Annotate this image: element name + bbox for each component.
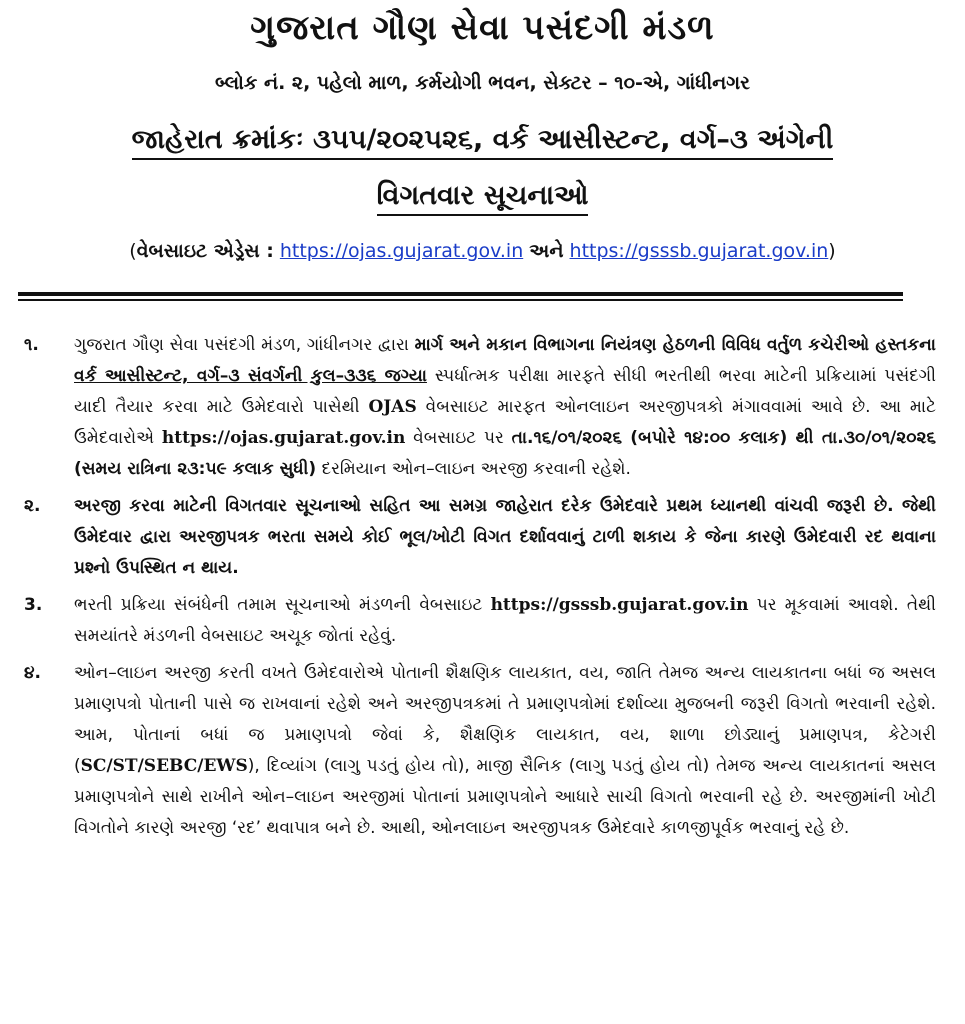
instructions-heading-text: વિગતવાર સૂચનાઓ	[377, 180, 589, 216]
list-item	[24, 590, 936, 652]
item-url-text: https://gsssb.gujarat.gov.in	[490, 595, 749, 615]
item-url-text: https://ojas.gujarat.gov.in	[161, 428, 406, 448]
item-category-list: SC/ST/SEBC/EWS	[80, 756, 248, 776]
item-text	[74, 590, 936, 652]
and-text: અને	[529, 240, 564, 262]
header-divider-thin	[18, 299, 903, 301]
website-line	[0, 240, 965, 262]
item-text-bold: OJAS	[368, 397, 417, 417]
item-text-underlined: વર્ક આસીસ્ટન્ટ, વર્ગ–૩ સંવર્ગની કુલ–૩૩૬ જગ્યા	[74, 366, 427, 386]
item-dates: તા.૧૬/૦૧/૨૦૨૬ (બપોરે ૧૪:૦૦ કલાક) થી તા.૩૦/૦૧/૨૦૨૬ (સમય રાત્રિના ૨૩:૫૯ કલાક સુધી)	[74, 428, 936, 479]
item-text-bold: માર્ગ અને મકાન વિભાગના નિયંત્રણ હેઠળની વિવિધ વર્તુળ કચેરીઓ હસ્તકના	[414, 335, 936, 355]
item-text-part: વેબસાઇટ મારફત ઓનલાઇન અરજીપત્રકો મંગાવવામાં આવે છે. આ માટે ઉમેદવારોએ	[74, 397, 936, 448]
item-text-part: ), દિવ્યાંગ (લાગુ પડતું હોય તો), માજી સૈનિક (લાગુ પડતું હોય તો) તેમજ અન્ય લાયકાતનાં અસલ પ્રમાણપત્રોને સાથે રાખીને ઓન–લાઇન અરજીમાં પોતાનાં પ્રમાણપત્રોને આધારે સાચી વિગતો ભરવાની રહે છે. અરજીમાંની ખોટી વિગતોને કારણે અરજી ‘રદ’ થવાપાત્ર બને છે. આથી, ઓનલાઇન અરજીપત્રક ઉમેદવારે કાળજીપૂર્વક ભરવાનું રહે છે.	[74, 756, 936, 838]
header-divider-thick	[18, 292, 903, 296]
item-number: ૪.	[24, 663, 41, 683]
item-text-part: વેબસાઇટ પર	[405, 428, 512, 448]
list-item	[24, 658, 936, 844]
item-number: 3.	[24, 595, 43, 615]
website-open-paren: (	[129, 240, 137, 262]
item-text-part: ભરતી પ્રક્રિયા સંબંધેની તમામ સૂચનાઓ મંડળની વેબસાઇટ	[74, 595, 491, 615]
item-text-part: ગુજરાત ગૌણ સેવા પસંદગી મંડળ, ગાંધીનગર દ્વારા	[74, 335, 415, 355]
gsssb-link[interactable]: https://gsssb.gujarat.gov.in	[569, 240, 829, 262]
item-number: ૧.	[24, 335, 39, 355]
item-text	[74, 658, 936, 844]
advertisement-heading	[0, 124, 965, 156]
office-address: બ્લોક નં. ૨, પહેલો માળ, કર્મયોગી ભવન, સેક્ટર – ૧૦-એ, ગાંધીનગર	[215, 72, 750, 94]
item-number: ૨.	[24, 496, 41, 516]
instructions-list	[24, 330, 936, 850]
item-text-part: પર મૂકવામાં આવશે. તેથી સમયાંતરે મંડળની વેબસાઇટ અચૂક જોતાં રહેવું.	[74, 595, 936, 646]
website-close-paren: )	[828, 240, 836, 262]
item-text-part: ઓન–લાઇન અરજી કરતી વખતે ઉમેદવારોએ પોતાની શૈક્ષણિક લાયકાત, વય, જાતિ તેમજ અન્ય લાયકાતના બધાં જ અસલ પ્રમાણપત્રો પોતાની પાસે જ રાખવાનાં રહેશે અને અરજીપત્રકમાં તે પ્રમાણપત્રોમાં દર્શાવ્યા મુજબની જરૂરી વિગતો ભરવાની રહેશે. આમ, પોતાનાં બધાં જ પ્રમાણપત્રો જેવાં કે, શૈક્ષણિક લાયકાત, વય, શાળા છોડ્યાનું પ્રમાણપત્ર, કેટેગરી (	[74, 663, 936, 776]
website-label: વેબસાઇટ એડ્રેસ :	[136, 240, 274, 262]
page-title: ગુજરાત ગૌણ સેવા પસંદગી મંડળ	[250, 8, 715, 48]
item-text-part: સ્પર્ધાત્મક પરીક્ષા મારફતે સીધી ભરતીથી ભરવા માટેની પ્રક્રિયામાં પસંદગી યાદી તૈયાર કરવા માટે ઉમેદવારો પાસેથી	[74, 366, 936, 417]
ojas-link[interactable]: https://ojas.gujarat.gov.in	[279, 240, 524, 262]
instructions-heading	[0, 180, 965, 212]
list-item	[24, 330, 936, 485]
list-item	[24, 491, 936, 584]
item-text	[74, 330, 936, 485]
item-text: અરજી કરવા માટેની વિગતવાર સૂચનાઓ સહિત આ સમગ્ર જાહેરાત દરેક ઉમેદવારે પ્રથમ ધ્યાનથી વાંચવી જરૂરી છે. જેથી ઉમેદવાર દ્વારા અરજીપત્રક ભરતા સમયે કોઈ ભૂલ/ખોટી વિગત દર્શાવવાનું ટાળી શકાય કે જેના કારણે ઉમેદવારી રદ થવાના પ્રશ્નો ઉપસ્થિત ન થાય.	[74, 496, 936, 578]
item-text-part: દરમિયાન ઓન–લાઇન અરજી કરવાની રહેશે.	[316, 459, 631, 479]
advertisement-text: જાહેરાત ક્રમાંકઃ ૩૫૫/૨૦૨૫૨૬, વર્ક આસીસ્ટન્ટ, વર્ગ–૩ અંગેની	[132, 124, 834, 160]
